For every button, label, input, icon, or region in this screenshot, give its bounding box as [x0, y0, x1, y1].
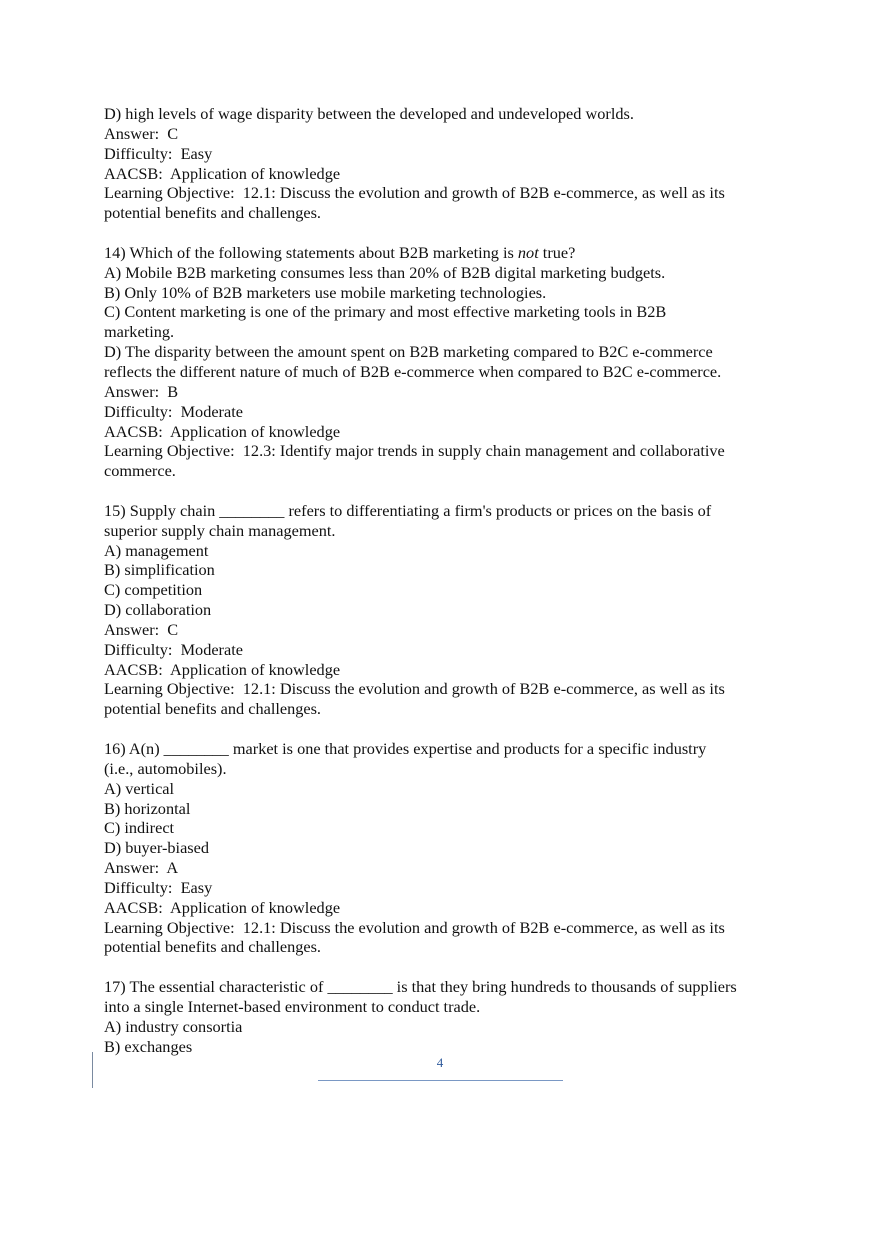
footer-rule — [318, 1080, 563, 1081]
learning-objective-continued: commerce. — [104, 461, 176, 481]
learning-objective: Learning Objective: 12.3: Identify major trends in supply chain management and collaborative — [104, 441, 725, 461]
option-d: D) high levels of wage disparity between the developed and undeveloped worlds. — [104, 104, 634, 123]
option-d: D) The disparity between the amount spent on B2B marketing compared to B2C e-commerce — [104, 342, 713, 362]
option-c-continued: marketing. — [104, 322, 175, 342]
difficulty: Difficulty: Moderate — [104, 639, 243, 659]
question-15 — [104, 501, 794, 719]
stem-emphasis: not — [517, 242, 539, 262]
question-stem: 15) Supply chain ________ refers to differentiating a firm's products or prices on the basis of — [104, 500, 712, 520]
spacer — [104, 719, 794, 739]
option-d: D) collaboration — [104, 600, 212, 620]
aacsb: AACSB: Application of knowledge — [104, 421, 341, 441]
question-17 — [104, 977, 794, 1056]
question-stem: 17) The essential characteristic of ________ is that they bring hundreds to thousands of suppliers — [104, 977, 737, 997]
question-stem: 16) A(n) ________ market is one that provides expertise and products for a specific industry — [104, 739, 707, 758]
difficulty: Difficulty: Easy — [104, 143, 213, 163]
document-body — [104, 104, 794, 1057]
page-number: 4 — [436, 1055, 444, 1070]
spacer — [104, 223, 794, 243]
answer: Answer: A — [104, 858, 179, 878]
stem-text: 14) Which of the following statements about B2B marketing is — [104, 242, 518, 262]
option-b: B) Only 10% of B2B marketers use mobile marketing technologies. — [104, 282, 547, 302]
aacsb: AACSB: Application of knowledge — [104, 163, 341, 183]
answer: Answer: C — [104, 619, 179, 639]
question-stem-continued: (i.e., automobiles). — [104, 758, 227, 778]
option-c: C) competition — [104, 580, 203, 600]
difficulty: Difficulty: Easy — [104, 877, 213, 897]
answer: Answer: B — [104, 381, 179, 401]
option-a: A) Mobile B2B marketing consumes less than 20% of B2B digital marketing budgets. — [104, 262, 666, 282]
learning-objective-continued: potential benefits and challenges. — [104, 203, 322, 223]
question-stem-continued: into a single Internet-based environment to conduct trade. — [104, 996, 481, 1016]
option-d: D) buyer-biased — [104, 838, 210, 858]
difficulty: Difficulty: Moderate — [104, 401, 243, 421]
answer: Answer: C — [104, 123, 179, 143]
learning-objective: Learning Objective: 12.1: Discuss the evolution and growth of B2B e-commerce, as well as its — [104, 679, 725, 699]
stem-text-end: true? — [538, 242, 576, 262]
question-stem-continued: superior supply chain management. — [104, 520, 336, 540]
aacsb: AACSB: Application of knowledge — [104, 659, 341, 679]
question-stem — [104, 243, 794, 263]
learning-objective-continued: potential benefits and challenges. — [104, 937, 322, 957]
learning-objective-continued: potential benefits and challenges. — [104, 699, 322, 719]
option-d-continued: reflects the different nature of much of B2B e-commerce when compared to B2C e-commerce. — [104, 361, 722, 381]
option-b: B) simplification — [104, 560, 215, 580]
option-c: C) indirect — [104, 818, 175, 838]
option-a: A) industry consortia — [104, 1016, 243, 1036]
option-a: A) vertical — [104, 778, 175, 798]
option-a: A) management — [104, 540, 209, 560]
learning-objective: Learning Objective: 12.1: Discuss the evolution and growth of B2B e-commerce, as well as its — [104, 917, 725, 937]
spacer — [104, 481, 794, 501]
learning-objective: Learning Objective: 12.1: Discuss the evolution and growth of B2B e-commerce, as well as its — [104, 183, 725, 203]
question-16 — [104, 739, 794, 957]
question-13-tail — [104, 104, 794, 223]
footer-left-rule — [92, 1052, 93, 1088]
aacsb: AACSB: Application of knowledge — [104, 897, 341, 917]
question-14 — [104, 243, 794, 481]
spacer — [104, 957, 794, 977]
option-b: B) horizontal — [104, 798, 191, 818]
option-c: C) Content marketing is one of the primary and most effective marketing tools in B2B — [104, 302, 667, 322]
option-b: B) exchanges — [104, 1036, 193, 1056]
